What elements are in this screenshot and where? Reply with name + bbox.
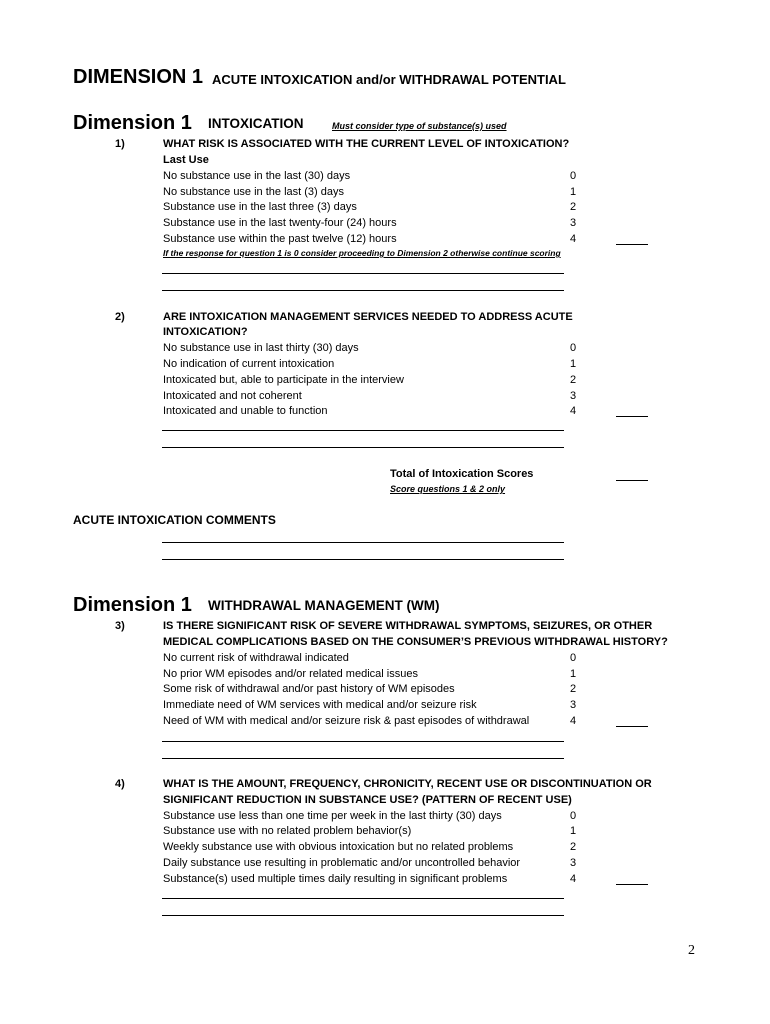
q2-option-0: No substance use in last thirty (30) days bbox=[163, 342, 359, 354]
q3-score-1: 1 bbox=[569, 668, 577, 680]
q2-option-1: No indication of current intoxication bbox=[163, 358, 335, 370]
q1-option-2: Substance use in the last three (3) days bbox=[163, 201, 357, 213]
question-2-number: 2) bbox=[115, 311, 125, 323]
comments-line-1[interactable] bbox=[162, 542, 564, 543]
q4-comment-line-2[interactable] bbox=[162, 915, 564, 916]
q2-comment-line-2[interactable] bbox=[162, 447, 564, 448]
q1-score-4: 4 bbox=[569, 233, 577, 245]
q3-score-2: 2 bbox=[569, 683, 577, 695]
q4-score-0: 0 bbox=[569, 810, 577, 822]
total-intoxication-note: Score questions 1 & 2 only bbox=[390, 484, 506, 494]
q2-score-0: 0 bbox=[569, 342, 577, 354]
q3-score-0: 0 bbox=[569, 652, 577, 664]
q2-score-3: 3 bbox=[569, 390, 577, 402]
q4-score-blank[interactable] bbox=[616, 884, 648, 885]
q2-score-2: 2 bbox=[569, 374, 577, 386]
q1-comment-line-2[interactable] bbox=[162, 290, 564, 291]
document-title: DIMENSION 1 bbox=[73, 66, 204, 88]
q1-option-0: No substance use in the last (30) days bbox=[163, 170, 351, 182]
q1-score-2: 2 bbox=[569, 201, 577, 213]
question-2-title-line-2: INTOXICATION? bbox=[163, 326, 248, 338]
q2-score-4: 4 bbox=[569, 405, 577, 417]
q3-score-3: 3 bbox=[569, 699, 577, 711]
q2-comment-line-1[interactable] bbox=[162, 430, 564, 431]
q4-score-1: 1 bbox=[569, 825, 577, 837]
q4-option-4: Substance(s) used multiple times daily resulting in significant problems bbox=[163, 873, 508, 885]
q3-option-0: No current risk of withdrawal indicated bbox=[163, 652, 349, 664]
q3-score-blank[interactable] bbox=[616, 726, 648, 727]
q4-option-0: Substance use less than one time per week in the last thirty (30) days bbox=[163, 810, 502, 822]
q3-comment-line-1[interactable] bbox=[162, 741, 564, 742]
comments-line-2[interactable] bbox=[162, 559, 564, 560]
question-3-number: 3) bbox=[115, 620, 125, 632]
q4-score-4: 4 bbox=[569, 873, 577, 885]
q1-score-3: 3 bbox=[569, 217, 577, 229]
q1-option-1: No substance use in the last (3) days bbox=[163, 186, 344, 198]
q4-option-2: Weekly substance use with obvious intoxication but no related problems bbox=[163, 841, 514, 853]
total-intoxication-blank[interactable] bbox=[616, 480, 648, 481]
question-3-title-line-2: MEDICAL COMPLICATIONS BASED ON THE CONSUMER’S PREVIOUS WITHDRAWAL HISTORY? bbox=[163, 636, 668, 648]
page-number: 2 bbox=[688, 943, 695, 958]
question-4-number: 4) bbox=[115, 778, 125, 790]
q2-score-1: 1 bbox=[569, 358, 577, 370]
q1-instruction: If the response for question 1 is 0 consider proceeding to Dimension 2 otherwise continue scoring bbox=[163, 248, 561, 258]
acute-intoxication-comments-label: ACUTE INTOXICATION COMMENTS bbox=[73, 513, 276, 527]
q4-score-2: 2 bbox=[569, 841, 577, 853]
q2-option-4: Intoxicated and unable to function bbox=[163, 405, 328, 417]
q3-option-1: No prior WM episodes and/or related medical issues bbox=[163, 668, 418, 680]
q1-score-0: 0 bbox=[569, 170, 577, 182]
question-4-title-line-1: WHAT IS THE AMOUNT, FREQUENCY, CHRONICITY, RECENT USE OR DISCONTINUATION OR bbox=[163, 778, 652, 790]
q4-comment-line-1[interactable] bbox=[162, 898, 564, 899]
q1-comment-line-1[interactable] bbox=[162, 273, 564, 274]
question-1-number: 1) bbox=[115, 138, 125, 150]
q3-score-4: 4 bbox=[569, 715, 577, 727]
question-1-title: WHAT RISK IS ASSOCIATED WITH THE CURRENT LEVEL OF INTOXICATION? bbox=[163, 138, 570, 150]
q1-score-1: 1 bbox=[569, 186, 577, 198]
section-intoxication-subtitle: INTOXICATION bbox=[208, 116, 304, 131]
substance-type-note: Must consider type of substance(s) used bbox=[332, 121, 507, 131]
q1-score-blank[interactable] bbox=[616, 244, 648, 245]
q4-score-3: 3 bbox=[569, 857, 577, 869]
section-intoxication-title: Dimension 1 bbox=[73, 112, 192, 134]
document-subtitle: ACUTE INTOXICATION and/or WITHDRAWAL POTENTIAL bbox=[212, 72, 566, 87]
q3-option-2: Some risk of withdrawal and/or past history of WM episodes bbox=[163, 683, 455, 695]
q3-option-4: Need of WM with medical and/or seizure risk & past episodes of withdrawal bbox=[163, 715, 530, 727]
q1-option-3: Substance use in the last twenty-four (24) hours bbox=[163, 217, 397, 229]
question-1-subhead: Last Use bbox=[163, 154, 209, 166]
question-3-title-line-1: IS THERE SIGNIFICANT RISK OF SEVERE WITHDRAWAL SYMPTOMS, SEIZURES, OR OTHER bbox=[163, 620, 653, 632]
question-2-title-line-1: ARE INTOXICATION MANAGEMENT SERVICES NEEDED TO ADDRESS ACUTE bbox=[163, 311, 573, 323]
q3-option-3: Immediate need of WM services with medical and/or seizure risk bbox=[163, 699, 477, 711]
section-withdrawal-title: Dimension 1 bbox=[73, 594, 192, 616]
q2-option-2: Intoxicated but, able to participate in the interview bbox=[163, 374, 404, 386]
q2-option-3: Intoxicated and not coherent bbox=[163, 390, 302, 402]
section-withdrawal-subtitle: WITHDRAWAL MANAGEMENT (WM) bbox=[208, 598, 440, 613]
q2-score-blank[interactable] bbox=[616, 416, 648, 417]
total-intoxication-label: Total of Intoxication Scores bbox=[390, 468, 534, 480]
q1-option-4: Substance use within the past twelve (12) hours bbox=[163, 233, 397, 245]
q4-option-3: Daily substance use resulting in problematic and/or uncontrolled behavior bbox=[163, 857, 521, 869]
q4-option-1: Substance use with no related problem behavior(s) bbox=[163, 825, 412, 837]
q3-comment-line-2[interactable] bbox=[162, 758, 564, 759]
question-4-title-line-2: SIGNIFICANT REDUCTION IN SUBSTANCE USE? (PATTERN OF RECENT USE) bbox=[163, 794, 572, 806]
